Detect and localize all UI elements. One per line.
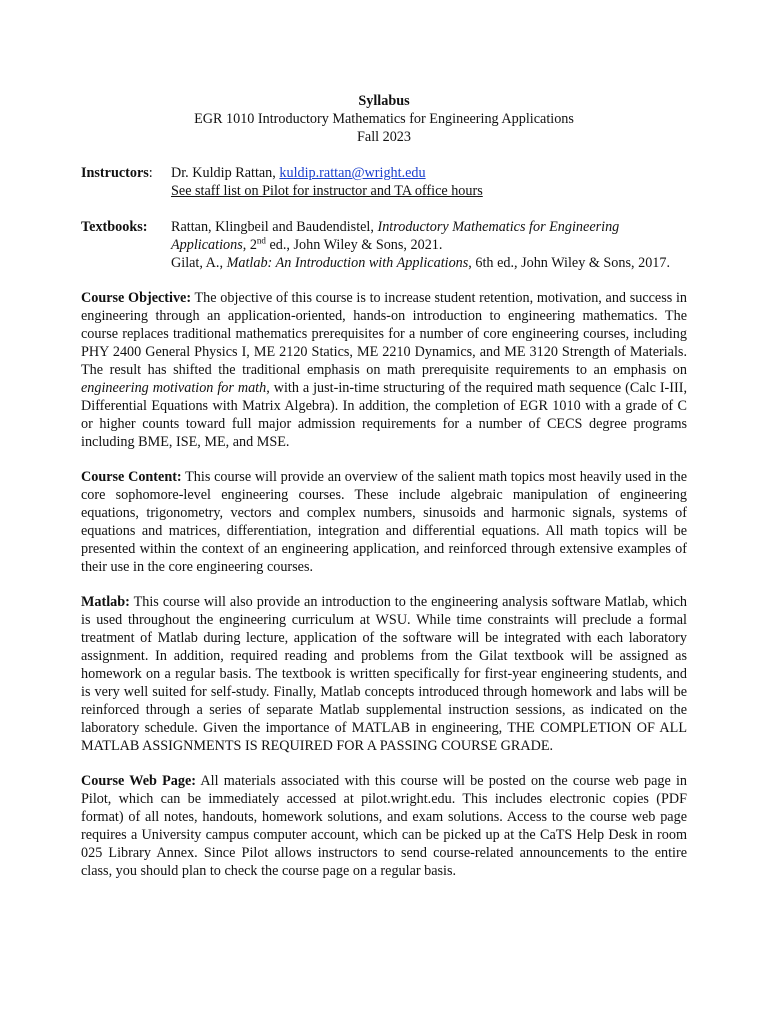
course-web-page-paragraph: Course Web Page: All materials associated with this course will be posted on the course web page in Pilot, which can be immediately accessed at pilot.wright.edu. This includes electronic copies (PDF format) of all notes, handouts, homework solutions, and exam solutions. Access to the course web page requires a University campus computer account, which can be picked up at the CaTS Help Desk in room 025 Library Annex. Since Pilot allows instructors to send course-related announcements to the entire class, you should plan to check the course page on a regular basis. [81, 773, 687, 879]
textbooks-value [171, 218, 687, 272]
emphasis-text: engineering motivation for math [81, 380, 267, 396]
course-objective-paragraph: Course Objective: The objective of this course is to increase student retention, motivation, and success in engineering through an application-oriented, hands-on introduction to engineering mathematics. The course replaces traditional mathematics prerequisites for a number of core engineering courses, including PHY 2400 General Physics I, ME 2120 Statics, ME 2210 Dynamics, and ME 3120 Strength of Materials. The result has shifted the traditional emphasis on math prerequisite requirements to an emphasis on engineering motivation for math, with a just-in-time structuring of the required math sequence (Calc I-III, Differential Equations with Matrix Algebra). In addition, the completion of EGR 1010 with a grade of C or higher counts toward full major admission requirements for a number of CECS degree programs including BME, ISE, ME, and MSE. [81, 290, 688, 450]
instructor-line [171, 164, 687, 182]
course-title: EGR 1010 Introductory Mathematics for Engineering Applications [194, 111, 574, 127]
textbook-1-title: Introductory Mathematics for Engineering Applications [171, 219, 620, 253]
syllabus-page [81, 92, 687, 880]
document-header [81, 92, 687, 146]
textbook-2-title: Matlab: An Introduction with Applications [226, 255, 469, 271]
course-content-heading: Course Content: [81, 469, 182, 485]
course-web-page-heading: Course Web Page: [81, 773, 196, 789]
instructors-value [171, 164, 687, 200]
textbook-2: Gilat, A., Matlab: An Introduction with Applications, 6th ed., John Wiley & Sons, 2017. [171, 255, 671, 271]
course-content-paragraph: Course Content: This course will provide an overview of the salient math topics most heavily used in the core sophomore-level engineering courses. These include algebraic manipulation of engineering equations, trigonometry, vectors and complex numbers, sinusoids and harmonic signals, systems of equations and matrices, differentiation, integration and differential equations. All math topics will be presented within the context of an engineering application, and reinforced through extensive examples of their use in the core engineering courses. [81, 469, 688, 575]
course-term: Fall 2023 [357, 129, 411, 145]
instructor-email-link[interactable]: kuldip.rattan@wright.edu [279, 165, 426, 181]
staff-list-note: See staff list on Pilot for instructor and TA office hours [171, 183, 483, 199]
document-title: Syllabus [358, 93, 410, 109]
matlab-heading: Matlab: [81, 594, 130, 610]
matlab-paragraph: Matlab: This course will also provide an introduction to the engineering analysis software Matlab, which is used throughout the engineering curriculum at WSU. While time constraints will preclude a formal treatment of Matlab during lecture, application of the software will be integrated with each laboratory assignment. In addition, required reading and problems from the Gilat textbook will be assigned as homework on a regular basis. The textbook is written specifically for first-year engineering students, and is very well suited for self-study. Finally, Matlab concepts introduced through homework and labs will be reinforced through a series of separate Matlab supplemental instruction sessions, as indicated on the laboratory schedule. Given the importance of MATLAB in engineering, THE COMPLETION OF ALL MATLAB ASSIGNMENTS IS REQUIRED FOR A PASSING COURSE GRADE. [81, 594, 687, 754]
instructors-label: Instructors: [81, 165, 153, 181]
instructor-name: Dr. Kuldip Rattan, [171, 165, 280, 181]
textbook-1: Rattan, Klingbeil and Baudendistel, Introductory Mathematics for Engineering Applications, 2nd ed., John Wiley & Sons, 2021. [171, 219, 620, 253]
instructors-section [81, 164, 687, 200]
textbooks-label: Textbooks: [81, 219, 148, 235]
textbooks-section [81, 218, 687, 272]
course-objective-heading: Course Objective: [81, 290, 192, 306]
